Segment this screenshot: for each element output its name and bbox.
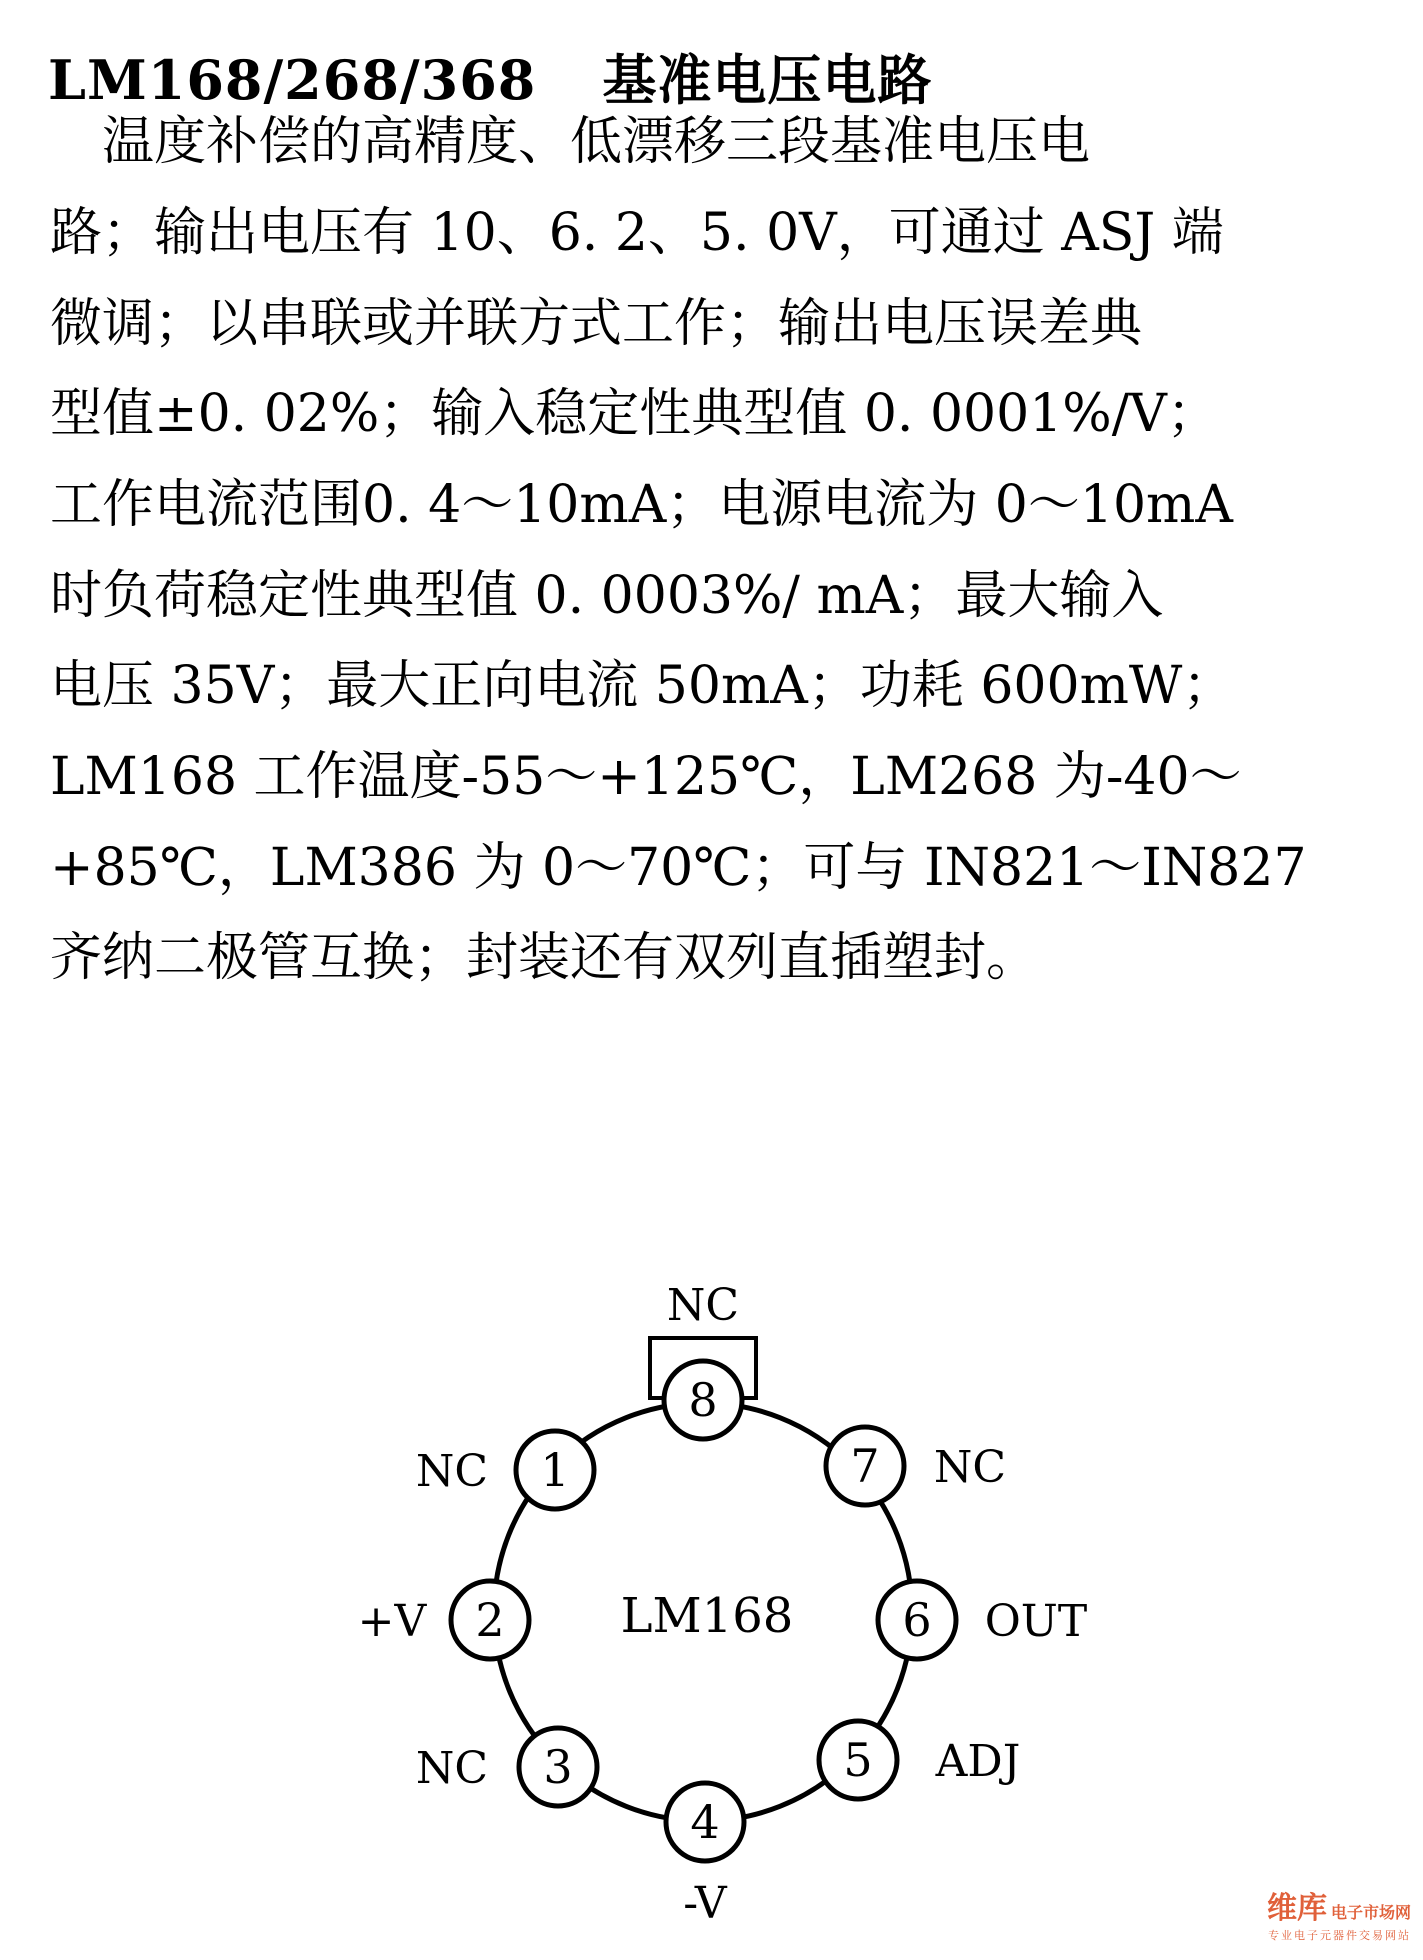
pin-label: NC <box>666 1280 740 1331</box>
pin-number: 1 <box>540 1443 570 1497</box>
watermark <box>1221 1883 1411 1943</box>
pin-label: OUT <box>984 1596 1088 1647</box>
pinout-diagram <box>0 1260 1423 1960</box>
pin-number: 7 <box>850 1439 880 1493</box>
paragraph-line: 工作电流范围0. 4～10mA；电源电流为 0～10mA <box>50 475 1233 535</box>
paragraph-line: 路；输出电压有 10、6. 2、5. 0V，可通过 ASJ 端 <box>50 203 1224 263</box>
paragraph-line: 微调；以串联或并联方式工作；输出电压误差典 <box>50 294 1143 354</box>
pin-5 <box>819 1721 1020 1799</box>
pin-number: 4 <box>690 1795 720 1849</box>
watermark-site: 电子市场网 <box>1330 1903 1411 1922</box>
pin-number: 8 <box>688 1373 718 1427</box>
pin-1 <box>416 1431 594 1509</box>
pin-2 <box>358 1581 529 1659</box>
paragraph-line: 齐纳二极管互换；封装还有双列直插塑封。 <box>50 928 1039 988</box>
watermark-logo: 维库 <box>1266 1891 1327 1926</box>
pin-number: 5 <box>843 1733 873 1787</box>
paragraph-line: 型值±0. 02%；输入稳定性典型值 0. 0001%/V； <box>50 384 1219 444</box>
title-part-number: LM168/268/368 <box>48 48 537 112</box>
pin-label: NC <box>415 1743 489 1794</box>
chip-label: LM168 <box>620 1588 794 1644</box>
pin-7 <box>826 1427 1006 1505</box>
paragraph-line: LM168 工作温度-55～+125℃，LM268 为-40～ <box>50 747 1242 807</box>
title-name: 基准电压电路 <box>602 48 933 112</box>
pin-label: NC <box>933 1442 1007 1493</box>
pin-3 <box>416 1728 597 1806</box>
paragraph-line: 时负荷稳定性典型值 0. 0003%/ mA；最大输入 <box>50 566 1164 626</box>
paragraph-line: 电压 35V；最大正向电流 50mA；功耗 600mW； <box>50 656 1235 716</box>
pin-label: ADJ <box>935 1736 1021 1787</box>
pin-label: -V <box>683 1878 727 1929</box>
pin-6 <box>878 1581 1087 1659</box>
pin-label: NC <box>415 1446 489 1497</box>
pin-number: 3 <box>543 1740 573 1794</box>
watermark-subtitle: 专业电子元器件交易网站 <box>1268 1929 1411 1942</box>
pin-label: +V <box>357 1596 427 1647</box>
pin-4 <box>666 1783 744 1929</box>
paragraph-line: +85℃，LM386 为 0～70℃；可与 IN821～IN827 <box>50 838 1307 898</box>
paragraph-line: 温度补偿的高精度、低漂移三段基准电压电 <box>50 112 1091 172</box>
page-title <box>48 38 932 115</box>
pin-number: 2 <box>475 1593 505 1647</box>
pin-number: 6 <box>902 1593 932 1647</box>
